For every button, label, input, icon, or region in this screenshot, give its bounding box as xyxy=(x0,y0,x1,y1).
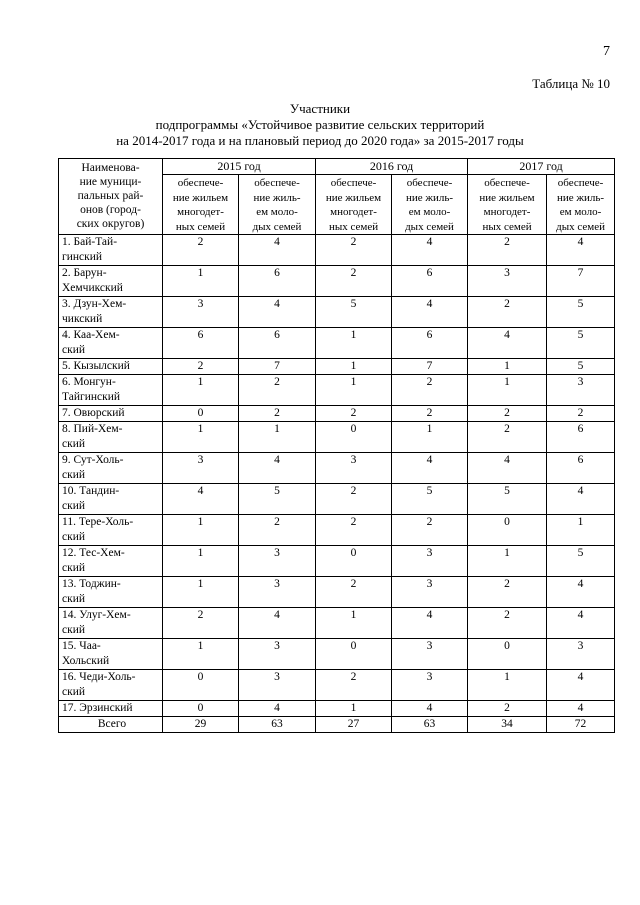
subheader-line: многодет- xyxy=(330,206,377,218)
cell-value: 0 xyxy=(163,406,239,422)
municipality-name xyxy=(59,484,163,515)
cell-value: 6 xyxy=(163,328,239,359)
subheader-line: многодет- xyxy=(483,206,531,218)
subheader-line: ем моло- xyxy=(408,206,451,218)
year-header-2017: 2017 год xyxy=(468,159,615,175)
cell-value: 6 xyxy=(547,422,615,453)
cell-value: 0 xyxy=(316,546,392,577)
cell-value: 2 xyxy=(316,577,392,608)
cell-value: 5 xyxy=(239,484,316,515)
cell-value: 1 xyxy=(163,422,239,453)
municipality-name-line: 6. Монгун- xyxy=(62,376,116,388)
cell-value: 1 xyxy=(316,359,392,375)
subheader-line: обеспече- xyxy=(177,177,224,189)
subheader-line: ных семей xyxy=(482,220,532,233)
municipality-name xyxy=(59,546,163,577)
cell-value: 5 xyxy=(392,484,468,515)
table-row xyxy=(59,297,615,328)
total-value: 29 xyxy=(163,717,239,733)
cell-value: 2 xyxy=(316,515,392,546)
municipality-name-line: 8. Пий-Хем- xyxy=(62,423,123,435)
municipality-name-line: 1. Бай-Тай- xyxy=(62,236,118,248)
municipality-name-line: 10. Тандин- xyxy=(62,485,120,497)
cell-value: 7 xyxy=(239,359,316,375)
cell-value: 4 xyxy=(547,608,615,639)
cell-value: 1 xyxy=(468,359,547,375)
title-line: на 2014-2017 года и на плановый период до 2020 года» за 2015-2017 годы xyxy=(116,133,524,148)
cell-value: 2 xyxy=(392,375,468,406)
table-row xyxy=(59,406,615,422)
table-row xyxy=(59,375,615,406)
total-row xyxy=(59,717,615,733)
cell-value: 2 xyxy=(392,515,468,546)
cell-value: 2 xyxy=(163,359,239,375)
cell-value: 4 xyxy=(468,328,547,359)
cell-value: 1 xyxy=(316,328,392,359)
cell-value: 1 xyxy=(547,515,615,546)
title-line: подпрограммы «Устойчивое развитие сельских территорий xyxy=(155,117,485,132)
municipality-name-line: ский xyxy=(62,593,85,605)
table-label: Таблица № 10 xyxy=(532,76,610,91)
cell-value: 3 xyxy=(392,546,468,577)
cell-value: 0 xyxy=(468,639,547,670)
municipality-name-line: 3. Дзун-Хем- xyxy=(62,298,127,310)
subheader-line: ние жиль- xyxy=(253,191,301,204)
municipality-name-line: ский xyxy=(62,624,85,636)
municipality-name xyxy=(59,515,163,546)
cell-value: 0 xyxy=(316,422,392,453)
cell-value: 2 xyxy=(316,670,392,701)
table-row xyxy=(59,701,615,717)
cell-value: 3 xyxy=(239,670,316,701)
cell-value: 4 xyxy=(392,608,468,639)
cell-value: 1 xyxy=(316,701,392,717)
cell-value: 5 xyxy=(316,297,392,328)
cell-value: 4 xyxy=(547,670,615,701)
title-line: Участники xyxy=(289,101,351,116)
municipality-name-line: ский xyxy=(62,500,85,512)
table-row xyxy=(59,670,615,701)
cell-value: 3 xyxy=(392,670,468,701)
municipality-name-line: ский xyxy=(62,686,85,698)
subheader-young-families xyxy=(239,175,316,235)
header-line: онов (город- xyxy=(80,204,141,216)
municipality-name-line: 12. Тес-Хем- xyxy=(62,547,125,559)
table-row xyxy=(59,608,615,639)
cell-value: 5 xyxy=(547,546,615,577)
municipality-name xyxy=(59,406,163,422)
table-row xyxy=(59,266,615,297)
subheader-line: обеспече- xyxy=(406,177,453,189)
cell-value: 4 xyxy=(547,484,615,515)
subheader-line: ных семей xyxy=(328,220,379,233)
cell-value: 2 xyxy=(239,406,316,422)
participants-table xyxy=(58,158,615,733)
page-number: 7 xyxy=(603,44,610,59)
subheader-line: ем моло- xyxy=(256,206,298,218)
cell-value: 1 xyxy=(163,577,239,608)
cell-value: 6 xyxy=(547,453,615,484)
municipality-name-line: 14. Улуг-Хем- xyxy=(62,609,131,621)
cell-value: 2 xyxy=(316,235,392,266)
cell-value: 5 xyxy=(547,297,615,328)
subheader-large-families xyxy=(163,175,239,235)
table-row xyxy=(59,639,615,670)
cell-value: 0 xyxy=(163,701,239,717)
cell-value: 1 xyxy=(163,515,239,546)
table-row xyxy=(59,484,615,515)
municipality-name-line: 17. Эрзинский xyxy=(62,702,133,714)
cell-value: 4 xyxy=(239,453,316,484)
cell-value: 2 xyxy=(468,235,547,266)
municipality-name xyxy=(59,577,163,608)
cell-value: 6 xyxy=(392,328,468,359)
table-title xyxy=(0,101,640,149)
cell-value: 3 xyxy=(316,453,392,484)
municipality-name xyxy=(59,670,163,701)
cell-value: 2 xyxy=(316,484,392,515)
subheader-line: ние жильем xyxy=(479,191,535,204)
municipality-name-line: 7. Овюрский xyxy=(62,407,125,419)
cell-value: 5 xyxy=(547,328,615,359)
cell-value: 4 xyxy=(392,701,468,717)
cell-value: 6 xyxy=(239,266,316,297)
municipality-name-line: ский xyxy=(62,562,85,574)
subheader-line: многодет- xyxy=(177,206,224,218)
table-row xyxy=(59,453,615,484)
cell-value: 2 xyxy=(392,406,468,422)
cell-value: 3 xyxy=(239,639,316,670)
total-value: 27 xyxy=(316,717,392,733)
municipality-name xyxy=(59,422,163,453)
municipality-name-line: ский xyxy=(62,531,85,543)
cell-value: 1 xyxy=(468,546,547,577)
municipality-name xyxy=(59,297,163,328)
year-header-2015: 2015 год xyxy=(163,159,316,175)
municipality-name-line: чикский xyxy=(62,313,103,325)
cell-value: 0 xyxy=(316,639,392,670)
cell-value: 2 xyxy=(163,608,239,639)
subheader-young-families xyxy=(392,175,468,235)
municipality-name xyxy=(59,266,163,297)
municipality-name xyxy=(59,701,163,717)
subheader-line: дых семей xyxy=(405,220,454,233)
total-value: 34 xyxy=(468,717,547,733)
cell-value: 4 xyxy=(239,701,316,717)
municipality-name-line: ский xyxy=(62,438,85,450)
subheader-line: обеспече- xyxy=(557,177,604,189)
cell-value: 1 xyxy=(163,546,239,577)
cell-value: 1 xyxy=(468,375,547,406)
subheader-line: дых семей xyxy=(252,220,302,233)
cell-value: 4 xyxy=(392,297,468,328)
cell-value: 4 xyxy=(547,701,615,717)
municipality-name-line: 11. Тере-Холь- xyxy=(62,516,134,528)
municipality-name-line: 2. Барун- xyxy=(62,267,107,279)
cell-value: 3 xyxy=(392,639,468,670)
cell-value: 2 xyxy=(468,701,547,717)
cell-value: 3 xyxy=(547,639,615,670)
cell-value: 3 xyxy=(468,266,547,297)
cell-value: 1 xyxy=(163,375,239,406)
cell-value: 3 xyxy=(547,375,615,406)
total-value: 63 xyxy=(392,717,468,733)
cell-value: 7 xyxy=(547,266,615,297)
cell-value: 4 xyxy=(547,235,615,266)
cell-value: 3 xyxy=(163,297,239,328)
municipality-name xyxy=(59,359,163,375)
cell-value: 3 xyxy=(239,577,316,608)
subheader-line: обеспече- xyxy=(484,177,530,189)
municipality-name-line: Тайгинский xyxy=(62,391,121,403)
subheader-line: ных семей xyxy=(175,220,226,233)
cell-value: 2 xyxy=(468,297,547,328)
municipality-name xyxy=(59,608,163,639)
total-value: 72 xyxy=(547,717,615,733)
municipality-name xyxy=(59,639,163,670)
municipality-name-line: 4. Каа-Хем- xyxy=(62,329,120,341)
cell-value: 1 xyxy=(163,266,239,297)
total-value: 63 xyxy=(239,717,316,733)
cell-value: 4 xyxy=(239,297,316,328)
municipality-name-line: Хемчикский xyxy=(62,282,123,294)
municipality-name-line: ский xyxy=(62,344,85,356)
cell-value: 4 xyxy=(239,608,316,639)
municipality-name xyxy=(59,453,163,484)
subheader-line: ние жильем xyxy=(172,191,229,204)
table-row xyxy=(59,359,615,375)
subheader-large-families xyxy=(468,175,547,235)
cell-value: 2 xyxy=(468,577,547,608)
cell-value: 2 xyxy=(547,406,615,422)
table-row xyxy=(59,546,615,577)
subheader-line: ние жиль- xyxy=(405,191,454,204)
cell-value: 4 xyxy=(392,235,468,266)
table-body xyxy=(59,235,615,733)
cell-value: 3 xyxy=(239,546,316,577)
cell-value: 3 xyxy=(163,453,239,484)
cell-value: 1 xyxy=(316,375,392,406)
municipality-name-line: 5. Кызылский xyxy=(62,360,130,372)
cell-value: 7 xyxy=(392,359,468,375)
subheader-large-families xyxy=(316,175,392,235)
cell-value: 2 xyxy=(468,608,547,639)
cell-value: 3 xyxy=(392,577,468,608)
cell-value: 4 xyxy=(163,484,239,515)
subheader-line: ем моло- xyxy=(559,206,602,218)
cell-value: 2 xyxy=(239,375,316,406)
cell-value: 5 xyxy=(468,484,547,515)
cell-value: 6 xyxy=(239,328,316,359)
cell-value: 2 xyxy=(468,422,547,453)
cell-value: 2 xyxy=(163,235,239,266)
header-line: Наименова- xyxy=(81,162,140,174)
cell-value: 4 xyxy=(239,235,316,266)
header-line: ние муници- xyxy=(79,176,142,188)
municipality-name-line: 9. Сут-Холь- xyxy=(62,454,124,466)
municipality-name-line: 15. Чаа- xyxy=(62,640,101,652)
municipality-name-line: 13. Тоджин- xyxy=(62,578,121,590)
cell-value: 2 xyxy=(316,406,392,422)
table-row xyxy=(59,235,615,266)
cell-value: 6 xyxy=(392,266,468,297)
cell-value: 0 xyxy=(468,515,547,546)
header-line: пальных рай- xyxy=(77,190,144,202)
municipality-name-line: 16. Чеди-Холь- xyxy=(62,671,136,683)
cell-value: 1 xyxy=(163,639,239,670)
cell-value: 1 xyxy=(316,608,392,639)
municipality-column-header xyxy=(59,159,163,235)
cell-value: 4 xyxy=(392,453,468,484)
municipality-name xyxy=(59,375,163,406)
subheader-line: ние жиль- xyxy=(557,191,605,204)
municipality-name-line: Хольский xyxy=(62,655,110,667)
subheader-line: ние жильем xyxy=(325,191,382,204)
cell-value: 2 xyxy=(468,406,547,422)
cell-value: 1 xyxy=(239,422,316,453)
table-row xyxy=(59,328,615,359)
subheader-line: дых семей xyxy=(556,220,605,233)
municipality-name-line: гинский xyxy=(62,251,103,263)
cell-value: 4 xyxy=(547,577,615,608)
year-header-2016: 2016 год xyxy=(316,159,468,175)
cell-value: 5 xyxy=(547,359,615,375)
header-line: ских округов) xyxy=(76,218,145,230)
cell-value: 2 xyxy=(239,515,316,546)
municipality-name-line: ский xyxy=(62,469,85,481)
municipality-name xyxy=(59,235,163,266)
subheader-line: обеспече- xyxy=(330,177,377,189)
cell-value: 1 xyxy=(468,670,547,701)
table-row xyxy=(59,577,615,608)
municipality-name xyxy=(59,328,163,359)
subheader-line: обеспече- xyxy=(254,177,300,189)
table-row xyxy=(59,422,615,453)
cell-value: 1 xyxy=(392,422,468,453)
cell-value: 4 xyxy=(468,453,547,484)
table-row xyxy=(59,515,615,546)
cell-value: 0 xyxy=(163,670,239,701)
cell-value: 2 xyxy=(316,266,392,297)
subheader-young-families xyxy=(547,175,615,235)
total-label: Всего xyxy=(59,717,163,733)
